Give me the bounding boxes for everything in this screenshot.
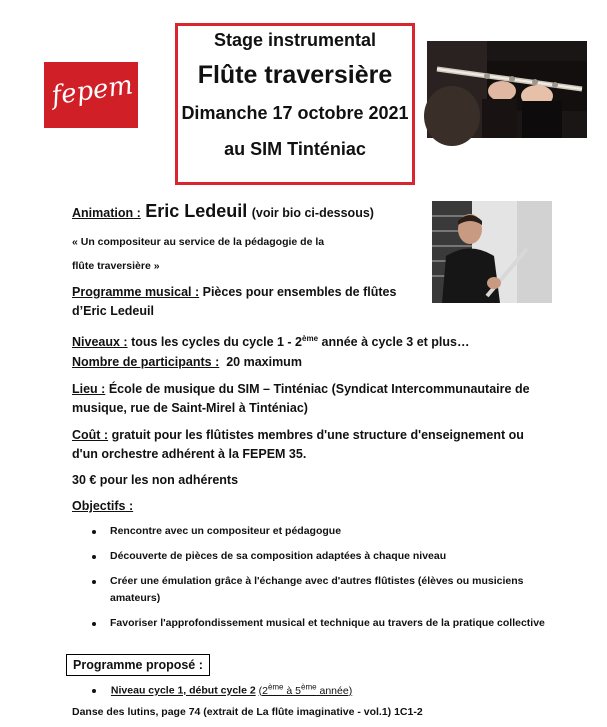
participants-label: Nombre de participants : (72, 355, 220, 369)
quote-line-2: flûte traversière » (72, 260, 160, 272)
niveau-cycle-line (92, 682, 352, 697)
cout (72, 426, 524, 445)
quote-line-1: « Un compositeur au service de la pédagogie de la (72, 236, 325, 248)
animator-name: Eric Ledeuil (145, 201, 248, 221)
title-box (175, 23, 415, 185)
niveaux-sup: ème (302, 334, 319, 343)
flute-photo (427, 41, 587, 138)
programme-musical (72, 283, 396, 302)
stage-title: Stage instrumental (213, 30, 377, 50)
cout-label: Coût : (72, 428, 109, 442)
lieu-text-1: École de musique du SIM – Tinténiac (Syndicat Intercommunautaire de (108, 382, 530, 396)
objectif-item: Créer une émulation grâce à l'échange avec d'autres flûtistes (élèves ou musiciens amateurs) (92, 573, 552, 607)
programme-musical-label: Programme musical : (72, 285, 200, 299)
programme-musical-text: Pièces pour ensembles de flûtes (202, 285, 397, 299)
objectif-item: Favoriser l'approfondissement musical et technique au travers de la pratique collective (92, 615, 552, 632)
portrait-photo (432, 201, 552, 303)
cout-text-1: gratuit pour les flûtistes membres d'une structure d'enseignement ou (111, 428, 524, 442)
participants (72, 353, 302, 372)
non-adherents-price: 30 € pour les non adhérents (72, 473, 239, 487)
niveaux-text-a: tous les cycles du cycle 1 - 2 (131, 335, 303, 350)
event-location: au SIM Tinténiac (224, 139, 366, 159)
niveau-years: (2ème à 5ème année) (258, 682, 353, 697)
bullet-dot (92, 689, 96, 693)
lieu-text-2: musique, rue de Saint-Mirel à Tinténiac) (72, 401, 308, 415)
niveau-cycle-label: Niveau cycle 1, début cycle 2 (110, 684, 256, 697)
bio-note: (voir bio ci-dessous) (251, 206, 374, 220)
lieu-label: Lieu : (72, 382, 106, 396)
fepem-logo (44, 62, 176, 128)
niveaux-text-b: année à cycle 3 et plus… (318, 335, 470, 350)
objectif-item: Rencontre avec un compositeur et pédagogue (92, 523, 552, 540)
logo-text: fepem 35 (49, 64, 176, 112)
niveaux (72, 329, 470, 352)
programme-propose-label: Programme proposé : (66, 654, 210, 676)
event-date: Dimanche 17 octobre 2021 (181, 103, 409, 123)
lieu (72, 380, 530, 399)
cout-text-2: d'un orchestre adhérent à la FEPEM 35. (72, 447, 307, 461)
objectif-item: Découverte de pièces de sa composition adaptées à chaque niveau (92, 548, 552, 565)
objectifs-list (92, 523, 552, 639)
piece-line: Danse des lutins, page 74 (extrait de La flûte imaginative - vol.1) 1C1-2 (72, 706, 423, 718)
niveaux-label: Niveaux : (72, 335, 128, 350)
objectifs-label: Objectifs : (72, 499, 134, 513)
programme-musical-text-2: d’Eric Ledeuil (72, 304, 154, 318)
animation-line (72, 201, 374, 223)
animation-label: Animation : (72, 206, 141, 220)
participants-value: 20 maximum (226, 355, 302, 369)
instrument-title: Flûte traversière (197, 61, 393, 89)
